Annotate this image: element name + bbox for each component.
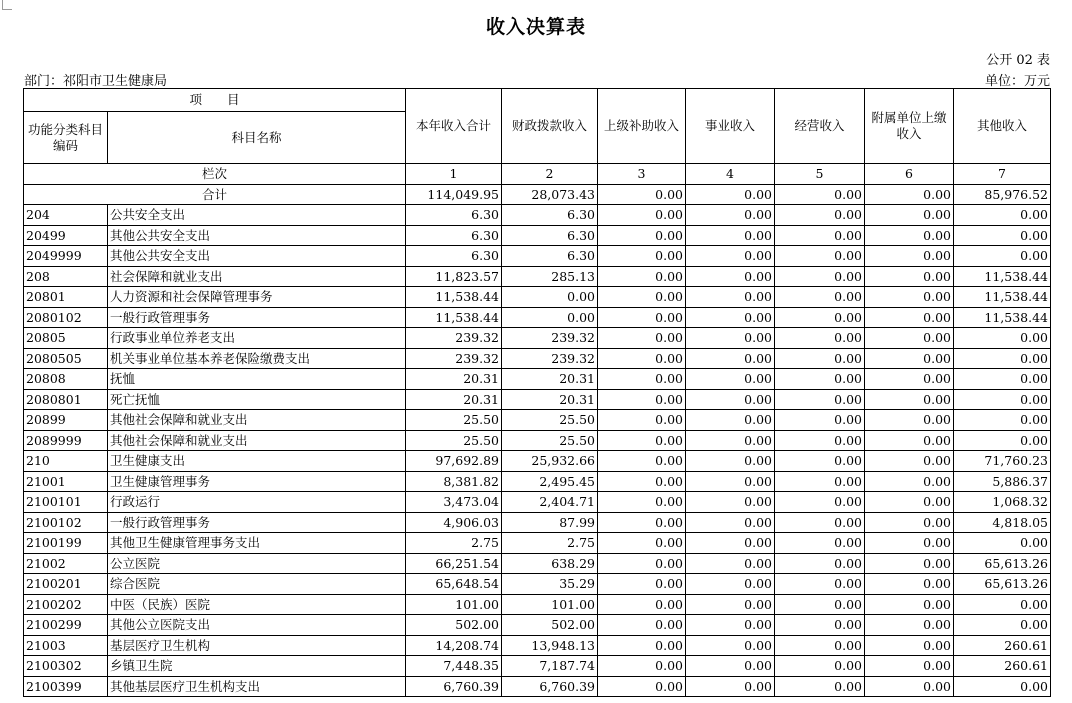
subject-name-cell: 其他公共安全支出 [108, 246, 406, 267]
amount-cell: 0.00 [598, 471, 686, 492]
amount-cell: 0.00 [686, 307, 775, 328]
table-row [24, 369, 1051, 390]
amount-cell: 11,538.44 [954, 287, 1051, 308]
amount-cell: 502.00 [502, 615, 598, 636]
col-number: 5 [775, 164, 865, 185]
func-code-cell: 2089999 [24, 430, 108, 451]
amount-cell: 0.00 [954, 328, 1051, 349]
amount-cell: 0.00 [775, 676, 865, 697]
amount-cell: 0.00 [865, 225, 954, 246]
subject-name-cell: 其他社会保障和就业支出 [108, 410, 406, 431]
amount-cell: 0.00 [686, 594, 775, 615]
table-row [24, 246, 1051, 267]
amount-cell: 0.00 [865, 656, 954, 677]
amount-cell: 0.00 [865, 574, 954, 595]
amount-cell: 0.00 [598, 287, 686, 308]
amount-cell: 0.00 [775, 471, 865, 492]
col-number: 2 [502, 164, 598, 185]
func-code-cell: 2080505 [24, 348, 108, 369]
subject-name-cell: 其他社会保障和就业支出 [108, 430, 406, 451]
amount-cell: 4,906.03 [406, 512, 502, 533]
table-row [24, 635, 1051, 656]
amount-cell: 0.00 [865, 553, 954, 574]
amount-cell: 0.00 [865, 451, 954, 472]
amount-cell: 0.00 [865, 348, 954, 369]
func-code-cell: 20499 [24, 225, 108, 246]
amount-cell: 20.31 [502, 389, 598, 410]
amount-cell: 0.00 [865, 205, 954, 226]
amount-cell: 0.00 [865, 471, 954, 492]
amount-cell: 0.00 [865, 615, 954, 636]
amount-cell: 0.00 [598, 574, 686, 595]
amount-cell: 6.30 [406, 205, 502, 226]
amount-cell: 0.00 [954, 410, 1051, 431]
func-code-cell: 2100102 [24, 512, 108, 533]
amount-cell: 0.00 [954, 225, 1051, 246]
amount-cell: 0.00 [598, 205, 686, 226]
amount-cell: 101.00 [406, 594, 502, 615]
amount-cell: 0.00 [686, 410, 775, 431]
amount-cell: 20.31 [406, 369, 502, 390]
subject-name-cell: 机关事业单位基本养老保险缴费支出 [108, 348, 406, 369]
amount-cell: 0.00 [598, 266, 686, 287]
amount-cell: 0.00 [775, 369, 865, 390]
amount-cell: 0.00 [686, 348, 775, 369]
amount-cell: 0.00 [775, 553, 865, 574]
amount-cell: 6,760.39 [502, 676, 598, 697]
amount-cell: 8,381.82 [406, 471, 502, 492]
col-number: 7 [954, 164, 1051, 185]
amount-cell: 0.00 [598, 430, 686, 451]
amount-cell: 0.00 [598, 246, 686, 267]
amount-cell: 0.00 [954, 615, 1051, 636]
amount-cell: 0.00 [686, 533, 775, 554]
amount-cell: 2,404.71 [502, 492, 598, 513]
amount-cell: 7,448.35 [406, 656, 502, 677]
amount-cell: 7,187.74 [502, 656, 598, 677]
total-row [24, 184, 1051, 205]
amount-cell: 6,760.39 [406, 676, 502, 697]
amount-cell: 0.00 [502, 307, 598, 328]
func-code-cell: 204 [24, 205, 108, 226]
total-value: 0.00 [775, 184, 865, 205]
func-code-cell: 2049999 [24, 246, 108, 267]
amount-cell: 25.50 [502, 430, 598, 451]
amount-cell: 260.61 [954, 635, 1051, 656]
unit-label: 单位：万元 [984, 74, 1050, 89]
amount-cell: 65,613.26 [954, 553, 1051, 574]
amount-cell: 0.00 [954, 348, 1051, 369]
amount-cell: 0.00 [865, 369, 954, 390]
amount-cell: 0.00 [598, 533, 686, 554]
total-value: 0.00 [686, 184, 775, 205]
table-row [24, 266, 1051, 287]
amount-cell: 260.61 [954, 656, 1051, 677]
amount-cell: 0.00 [954, 389, 1051, 410]
amount-cell: 0.00 [865, 430, 954, 451]
subject-name-cell: 其他公共安全支出 [108, 225, 406, 246]
amount-cell: 0.00 [954, 676, 1051, 697]
table-row [24, 676, 1051, 697]
amount-cell: 0.00 [865, 512, 954, 533]
amount-cell: 0.00 [598, 492, 686, 513]
amount-cell: 65,648.54 [406, 574, 502, 595]
subject-name-cell: 其他基层医疗卫生机构支出 [108, 676, 406, 697]
amount-cell: 0.00 [775, 533, 865, 554]
table-row [24, 656, 1051, 677]
amount-cell: 13,948.13 [502, 635, 598, 656]
amount-cell: 0.00 [775, 266, 865, 287]
amount-cell: 20.31 [406, 389, 502, 410]
amount-cell: 11,538.44 [406, 287, 502, 308]
subject-name-cell: 行政事业单位养老支出 [108, 328, 406, 349]
amount-cell: 0.00 [686, 553, 775, 574]
amount-cell: 0.00 [598, 225, 686, 246]
amount-cell: 87.99 [502, 512, 598, 533]
amount-cell: 0.00 [598, 635, 686, 656]
total-value: 0.00 [865, 184, 954, 205]
header-subject-name: 科目名称 [108, 112, 406, 164]
amount-cell: 0.00 [598, 615, 686, 636]
amount-cell: 6.30 [406, 225, 502, 246]
amount-cell: 0.00 [775, 430, 865, 451]
amount-cell: 0.00 [686, 676, 775, 697]
amount-cell: 6.30 [502, 225, 598, 246]
amount-cell: 0.00 [775, 246, 865, 267]
amount-cell: 0.00 [686, 574, 775, 595]
form-code: 公开 02 表 [986, 53, 1050, 68]
amount-cell: 0.00 [598, 594, 686, 615]
table-row [24, 287, 1051, 308]
amount-cell: 0.00 [865, 492, 954, 513]
header-row-item [24, 89, 1051, 112]
amount-cell: 0.00 [598, 451, 686, 472]
amount-cell: 11,538.44 [954, 266, 1051, 287]
amount-cell: 0.00 [775, 348, 865, 369]
header-col-fiscal: 财政拨款收入 [502, 89, 598, 164]
amount-cell: 97,692.89 [406, 451, 502, 472]
amount-cell: 285.13 [502, 266, 598, 287]
amount-cell: 0.00 [775, 492, 865, 513]
subject-name-cell: 行政运行 [108, 492, 406, 513]
func-code-cell: 210 [24, 451, 108, 472]
func-code-cell: 20899 [24, 410, 108, 431]
amount-cell: 0.00 [686, 225, 775, 246]
table-row [24, 225, 1051, 246]
amount-cell: 0.00 [686, 369, 775, 390]
header-col-total: 本年收入合计 [406, 89, 502, 164]
amount-cell: 0.00 [686, 635, 775, 656]
total-value: 28,073.43 [502, 184, 598, 205]
amount-cell: 6.30 [502, 205, 598, 226]
subject-name-cell: 公共安全支出 [108, 205, 406, 226]
amount-cell: 0.00 [598, 512, 686, 533]
amount-cell: 0.00 [686, 615, 775, 636]
amount-cell: 0.00 [775, 594, 865, 615]
amount-cell: 239.32 [502, 328, 598, 349]
amount-cell: 0.00 [954, 533, 1051, 554]
amount-cell: 0.00 [686, 205, 775, 226]
amount-cell: 0.00 [686, 656, 775, 677]
amount-cell: 0.00 [775, 225, 865, 246]
header-col-operating: 经营收入 [775, 89, 865, 164]
amount-cell: 0.00 [865, 307, 954, 328]
amount-cell: 239.32 [406, 328, 502, 349]
func-code-cell: 2100299 [24, 615, 108, 636]
table-row [24, 348, 1051, 369]
amount-cell: 0.00 [954, 246, 1051, 267]
amount-cell: 0.00 [686, 451, 775, 472]
amount-cell: 0.00 [775, 656, 865, 677]
amount-cell: 0.00 [954, 594, 1051, 615]
table-row [24, 574, 1051, 595]
total-value: 85,976.52 [954, 184, 1051, 205]
amount-cell: 0.00 [598, 410, 686, 431]
table-row [24, 205, 1051, 226]
col-number: 6 [865, 164, 954, 185]
amount-cell: 0.00 [775, 328, 865, 349]
func-code-cell: 2100199 [24, 533, 108, 554]
amount-cell: 0.00 [775, 512, 865, 533]
amount-cell: 0.00 [954, 430, 1051, 451]
amount-cell: 239.32 [502, 348, 598, 369]
subject-name-cell: 综合医院 [108, 574, 406, 595]
total-value: 114,049.95 [406, 184, 502, 205]
func-code-cell: 2100202 [24, 594, 108, 615]
amount-cell: 101.00 [502, 594, 598, 615]
table-row [24, 471, 1051, 492]
table-row [24, 389, 1051, 410]
amount-cell: 0.00 [598, 369, 686, 390]
func-code-cell: 21003 [24, 635, 108, 656]
amount-cell: 25.50 [502, 410, 598, 431]
amount-cell: 0.00 [865, 287, 954, 308]
amount-cell: 0.00 [686, 430, 775, 451]
amount-cell: 0.00 [865, 533, 954, 554]
table-row [24, 307, 1051, 328]
col-number: 1 [406, 164, 502, 185]
amount-cell: 0.00 [775, 205, 865, 226]
total-value: 0.00 [598, 184, 686, 205]
amount-cell: 0.00 [775, 451, 865, 472]
amount-cell: 25.50 [406, 410, 502, 431]
amount-cell: 0.00 [775, 410, 865, 431]
table-row [24, 451, 1051, 472]
amount-cell: 3,473.04 [406, 492, 502, 513]
subject-name-cell: 一般行政管理事务 [108, 307, 406, 328]
subject-name-cell: 社会保障和就业支出 [108, 266, 406, 287]
amount-cell: 0.00 [865, 635, 954, 656]
report-title: 收入决算表 [485, 16, 586, 38]
amount-cell: 4,818.05 [954, 512, 1051, 533]
amount-cell: 0.00 [865, 594, 954, 615]
header-item: 项 目 [24, 89, 406, 112]
amount-cell: 239.32 [406, 348, 502, 369]
table-row [24, 615, 1051, 636]
amount-cell: 0.00 [686, 246, 775, 267]
amount-cell: 0.00 [598, 553, 686, 574]
func-code-cell: 2100101 [24, 492, 108, 513]
amount-cell: 0.00 [598, 307, 686, 328]
amount-cell: 0.00 [502, 287, 598, 308]
amount-cell: 0.00 [686, 287, 775, 308]
amount-cell: 502.00 [406, 615, 502, 636]
amount-cell: 0.00 [865, 328, 954, 349]
table-row [24, 492, 1051, 513]
func-code-cell: 21002 [24, 553, 108, 574]
amount-cell: 0.00 [598, 328, 686, 349]
func-code-cell: 20801 [24, 287, 108, 308]
amount-cell: 20.31 [502, 369, 598, 390]
table-row [24, 410, 1051, 431]
amount-cell: 0.00 [686, 512, 775, 533]
subject-name-cell: 公立医院 [108, 553, 406, 574]
amount-cell: 0.00 [954, 369, 1051, 390]
subject-name-cell: 其他公立医院支出 [108, 615, 406, 636]
amount-cell: 638.29 [502, 553, 598, 574]
subject-name-cell: 卫生健康管理事务 [108, 471, 406, 492]
amount-cell: 0.00 [775, 574, 865, 595]
amount-cell: 2,495.45 [502, 471, 598, 492]
amount-cell: 6.30 [406, 246, 502, 267]
total-label: 合计 [24, 184, 406, 205]
table-row [24, 533, 1051, 554]
func-code-cell: 20808 [24, 369, 108, 390]
amount-cell: 0.00 [775, 287, 865, 308]
amount-cell: 6.30 [502, 246, 598, 267]
amount-cell: 0.00 [775, 635, 865, 656]
func-code-cell: 2080102 [24, 307, 108, 328]
amount-cell: 0.00 [686, 492, 775, 513]
func-code-cell: 208 [24, 266, 108, 287]
amount-cell: 5,886.37 [954, 471, 1051, 492]
header-col-other: 其他收入 [954, 89, 1051, 164]
table-row [24, 430, 1051, 451]
amount-cell: 25,932.66 [502, 451, 598, 472]
header-col-superior: 上级补助收入 [598, 89, 686, 164]
subject-name-cell: 死亡抚恤 [108, 389, 406, 410]
lanci-label: 栏次 [24, 164, 406, 185]
func-code-cell: 2100201 [24, 574, 108, 595]
amount-cell: 0.00 [598, 348, 686, 369]
func-code-cell: 2100399 [24, 676, 108, 697]
header-col-business: 事业收入 [686, 89, 775, 164]
amount-cell: 25.50 [406, 430, 502, 451]
amount-cell: 0.00 [865, 266, 954, 287]
func-code-cell: 21001 [24, 471, 108, 492]
table-row [24, 594, 1051, 615]
amount-cell: 0.00 [598, 656, 686, 677]
amount-cell: 71,760.23 [954, 451, 1051, 472]
income-table [23, 88, 1051, 697]
amount-cell: 2.75 [502, 533, 598, 554]
header-func-code: 功能分类科目编码 [24, 112, 108, 164]
amount-cell: 0.00 [775, 615, 865, 636]
amount-cell: 0.00 [686, 471, 775, 492]
amount-cell: 2.75 [406, 533, 502, 554]
subject-name-cell: 一般行政管理事务 [108, 512, 406, 533]
department-label: 部门：祁阳市卫生健康局 [24, 74, 168, 89]
subject-name-cell: 卫生健康支出 [108, 451, 406, 472]
amount-cell: 0.00 [686, 389, 775, 410]
amount-cell: 11,538.44 [406, 307, 502, 328]
table-row [24, 553, 1051, 574]
amount-cell: 0.00 [686, 266, 775, 287]
func-code-cell: 2100302 [24, 656, 108, 677]
amount-cell: 11,538.44 [954, 307, 1051, 328]
subject-name-cell: 其他卫生健康管理事务支出 [108, 533, 406, 554]
amount-cell: 0.00 [865, 410, 954, 431]
col-number: 4 [686, 164, 775, 185]
amount-cell: 0.00 [775, 307, 865, 328]
col-number: 3 [598, 164, 686, 185]
subject-name-cell: 人力资源和社会保障管理事务 [108, 287, 406, 308]
amount-cell: 0.00 [598, 389, 686, 410]
amount-cell: 35.29 [502, 574, 598, 595]
amount-cell: 65,613.26 [954, 574, 1051, 595]
amount-cell: 0.00 [865, 389, 954, 410]
table-row [24, 328, 1051, 349]
amount-cell: 0.00 [775, 389, 865, 410]
amount-cell: 66,251.54 [406, 553, 502, 574]
amount-cell: 0.00 [954, 205, 1051, 226]
func-code-cell: 20805 [24, 328, 108, 349]
amount-cell: 0.00 [686, 328, 775, 349]
corner-mark [2, 0, 12, 10]
amount-cell: 11,823.57 [406, 266, 502, 287]
amount-cell: 1,068.32 [954, 492, 1051, 513]
subject-name-cell: 抚恤 [108, 369, 406, 390]
subject-name-cell: 基层医疗卫生机构 [108, 635, 406, 656]
subject-name-cell: 乡镇卫生院 [108, 656, 406, 677]
table-row [24, 512, 1051, 533]
func-code-cell: 2080801 [24, 389, 108, 410]
header-col-affiliated: 附属单位上缴收入 [865, 89, 954, 164]
amount-cell: 0.00 [865, 676, 954, 697]
column-number-row [24, 164, 1051, 185]
amount-cell: 0.00 [598, 676, 686, 697]
amount-cell: 14,208.74 [406, 635, 502, 656]
subject-name-cell: 中医（民族）医院 [108, 594, 406, 615]
amount-cell: 0.00 [865, 246, 954, 267]
